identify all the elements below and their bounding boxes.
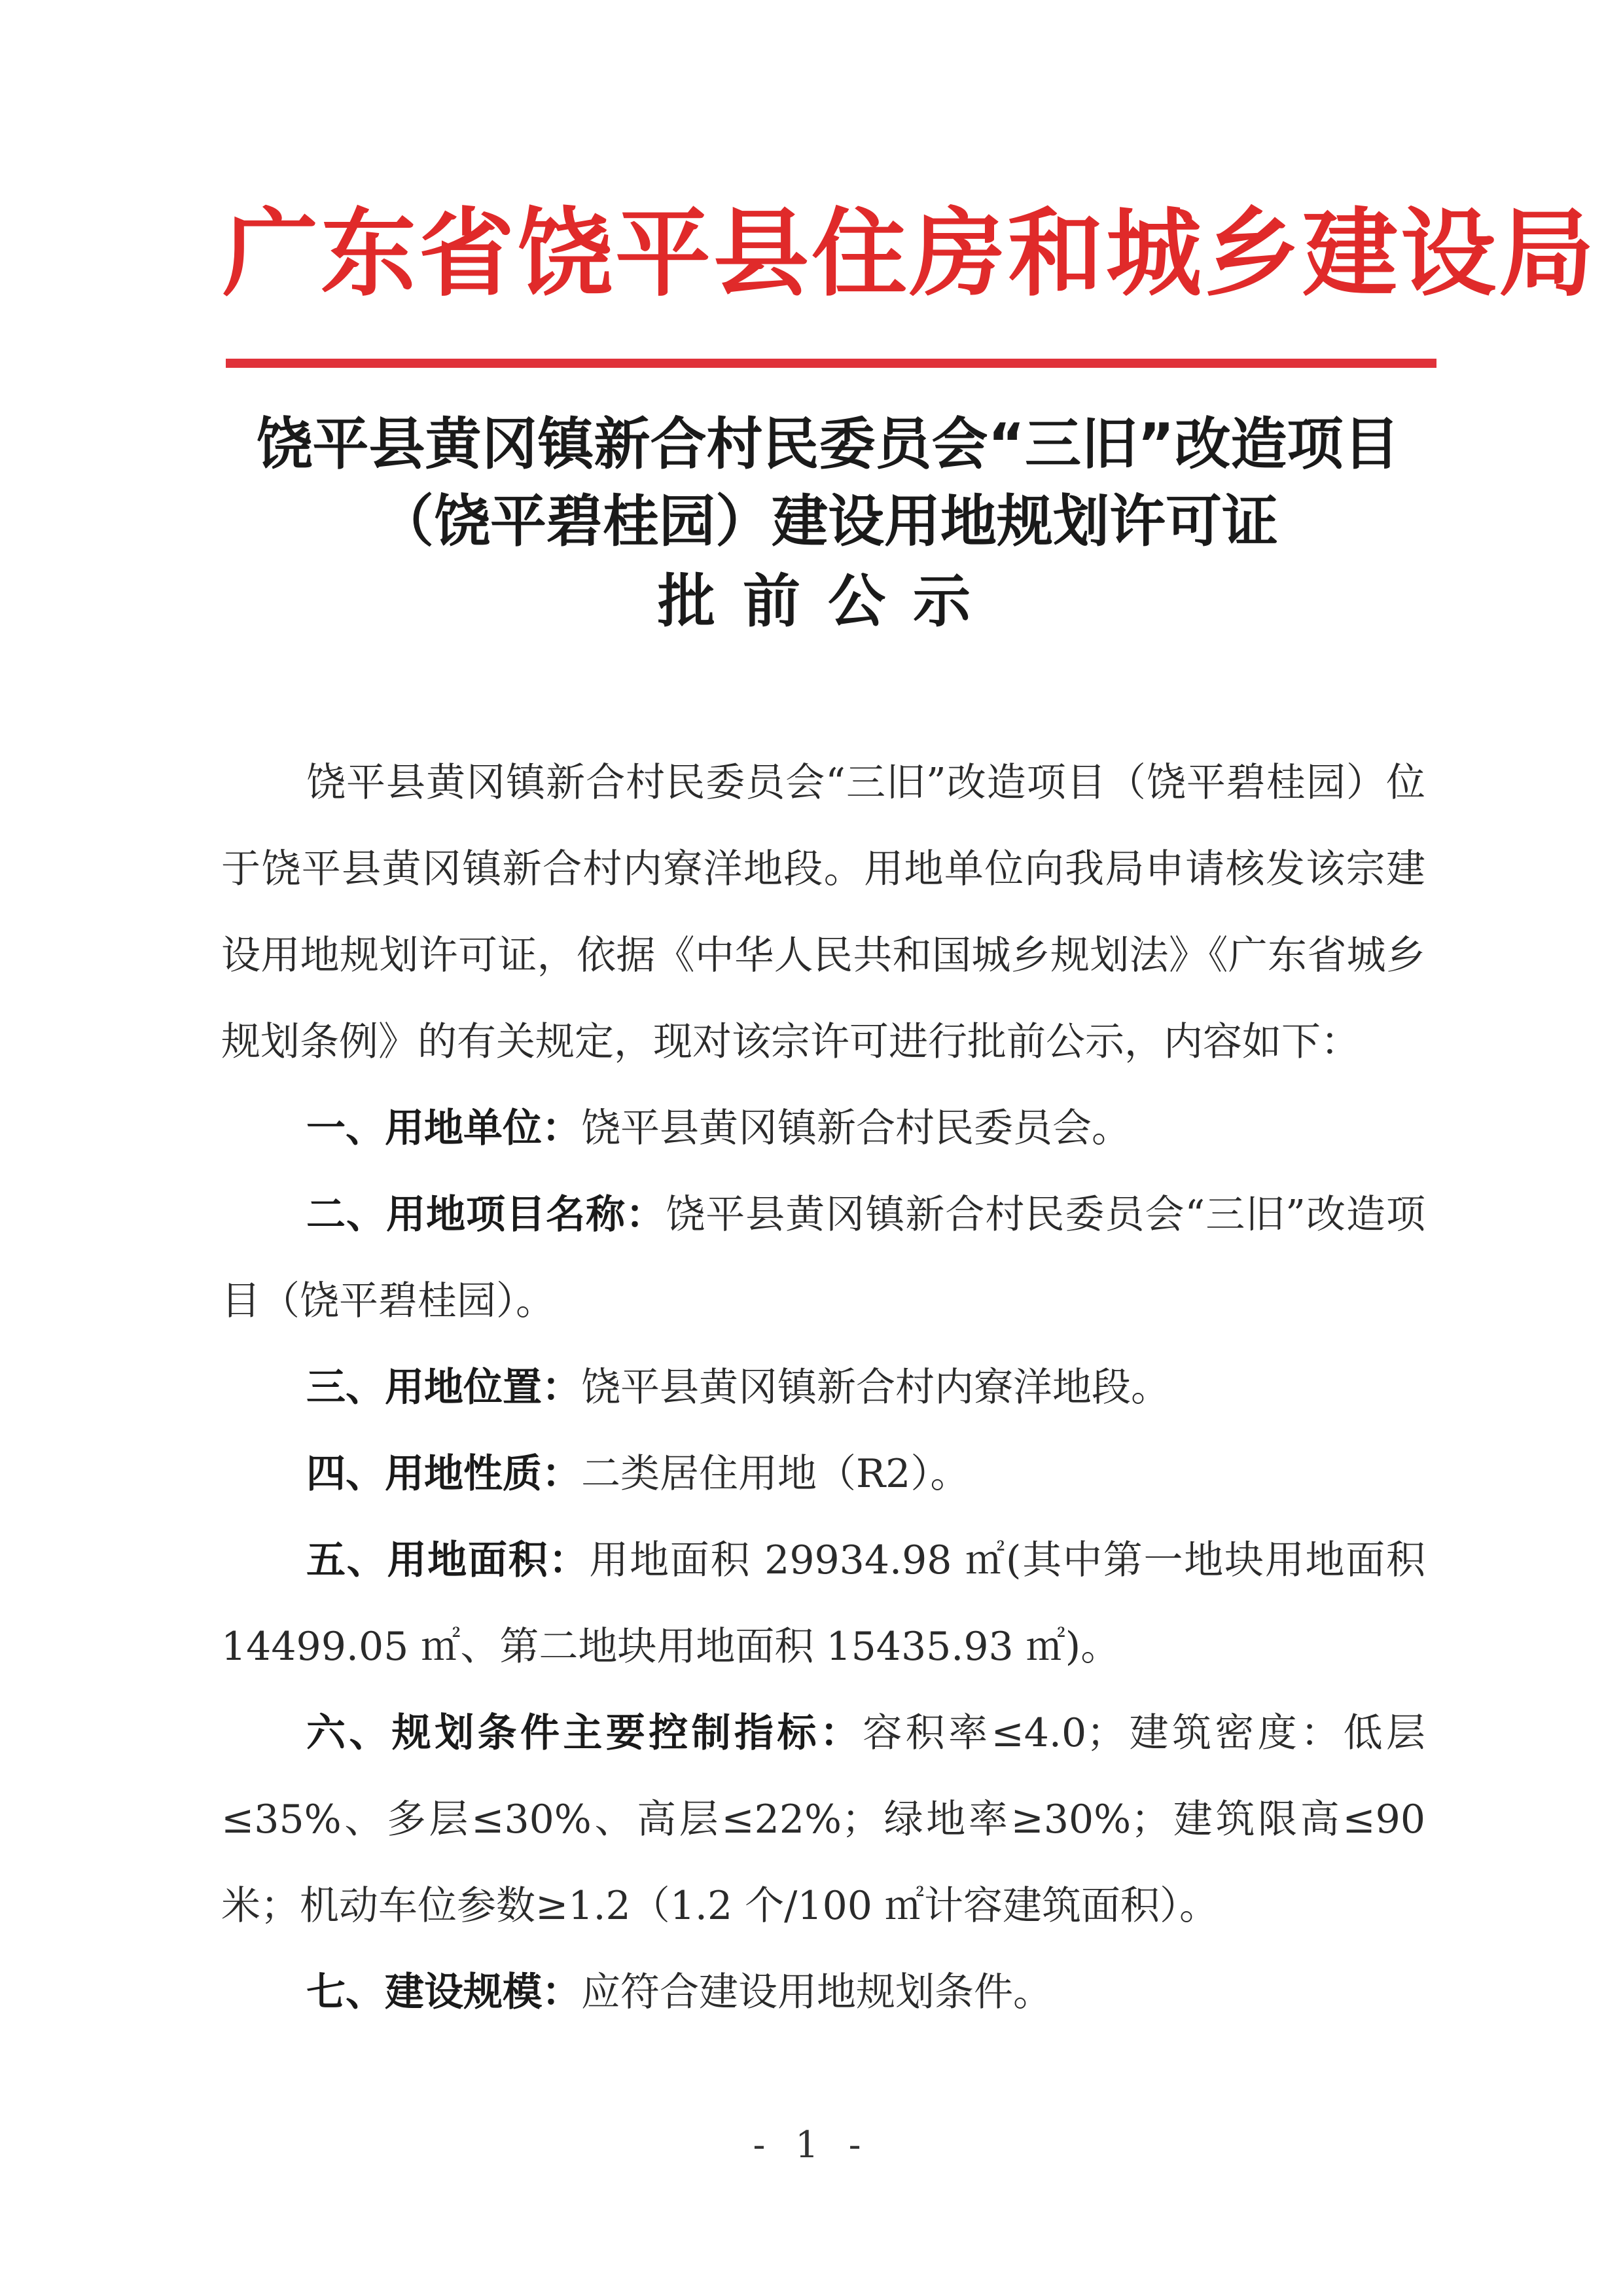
title-line-1: 饶平县黄冈镇新合村民委员会“三旧”改造项目 [256, 412, 1400, 477]
document-body [221, 740, 1425, 2036]
intro-paragraph: 饶平县黄冈镇新合村民委员会“三旧”改造项目（饶平碧桂园）位于饶平县黄冈镇新合村内寮洋地段。用地单位向我局申请核发该宗建设用地规划许可证，依据《中华人民共和国城乡规划法》《广东省城乡规划条例》的有关规定，现对该宗许可进行批前公示，内容如下： [221, 760, 1425, 1065]
title-line-2: （饶平碧桂园）建设用地规划许可证 [378, 489, 1278, 554]
title-line-3: 批前公示 [657, 567, 998, 635]
document-title [223, 406, 1433, 640]
red-divider-line [226, 359, 1436, 368]
item-land-area [221, 1517, 1425, 1690]
item-project-name [221, 1172, 1425, 1344]
item-text: 容积率≤4.0；建筑密度：低层≤35%、多层≤30%、高层≤22%；绿地率≥30%；建筑限高≤90米；机动车位参数≥1.2（1.2 个/100 ㎡计容建筑面积）。 [221, 1710, 1426, 1929]
item-text: 应符合建设用地规划条件。 [581, 1969, 1052, 2015]
item-label: 五、用地面积： [306, 1537, 590, 1583]
item-construction-scale [221, 1949, 1425, 2036]
page-number: - 1 - [753, 2124, 870, 2166]
item-label: 七、建设规模： [306, 1969, 581, 2015]
item-label: 六、规划条件主要控制指标： [306, 1710, 863, 1756]
item-text: 饶平县黄冈镇新合村民委员会。 [581, 1105, 1131, 1151]
item-text: 用地面积 29934.98 ㎡(其中第一地块用地面积 14499.05 ㎡、第二地块用地面积 15435.93 ㎡)。 [221, 1537, 1425, 1670]
item-label: 二、用地项目名称： [306, 1192, 666, 1238]
item-land-location [221, 1344, 1425, 1431]
item-label: 三、用地位置： [306, 1365, 581, 1410]
item-label: 一、用地单位： [306, 1105, 581, 1151]
agency-name-header: 广东省饶平县住房和城乡建设局 [223, 198, 1597, 310]
item-land-user [221, 1085, 1425, 1172]
item-text: 饶平县黄冈镇新合村内寮洋地段。 [581, 1365, 1170, 1410]
item-label: 四、用地性质： [306, 1451, 581, 1497]
item-text: 二类居住用地（R2）。 [581, 1451, 970, 1497]
item-text: 饶平县黄冈镇新合村民委员会“三旧”改造项目（饶平碧桂园）。 [221, 1192, 1426, 1324]
item-land-use-type [221, 1431, 1425, 1517]
item-planning-indicators [221, 1690, 1425, 1949]
